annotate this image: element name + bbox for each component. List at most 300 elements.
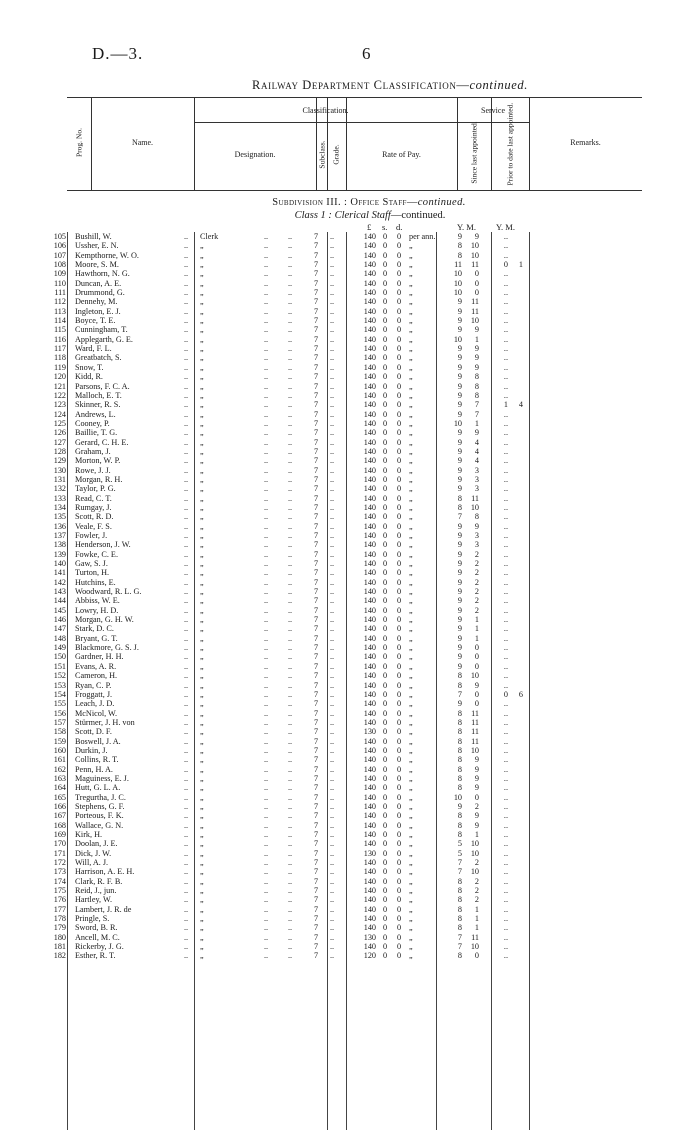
cell-rate-note: „	[409, 727, 413, 737]
cell-leader-dots: ..	[288, 241, 293, 251]
cell-subclass: 7	[313, 260, 319, 270]
cell-designation: „	[200, 764, 204, 774]
cell-prior-years: ..	[503, 521, 508, 531]
cell-leader-dots: ..	[184, 428, 189, 438]
cell-designation: „	[200, 241, 204, 251]
cell-since-months: 11	[471, 717, 479, 727]
cell-since-months: 10	[470, 867, 479, 877]
cell-subclass: 7	[313, 353, 319, 363]
cell-rate-note: „	[409, 297, 413, 307]
cell-leader-dots: ..	[330, 334, 335, 344]
cell-pay-pence: 0	[396, 858, 402, 868]
cell-leader-dots: ..	[184, 278, 189, 288]
cell-name: Turton, H.	[75, 568, 110, 578]
cell-prior-years: ..	[503, 456, 508, 466]
cell-rate-note: „	[409, 250, 413, 260]
cell-name: Hutchins, E.	[75, 577, 116, 587]
cell-leader-dots: ..	[184, 381, 189, 391]
cell-prog-no: 112	[54, 297, 66, 307]
cell-pay-pence: 0	[396, 362, 402, 372]
cell-pay-shillings: 0	[382, 297, 388, 307]
cell-leader-dots: ..	[264, 390, 269, 400]
cell-leader-dots: ..	[264, 372, 269, 382]
cell-rate-note: „	[409, 736, 413, 746]
cell-prog-no: 172	[53, 858, 66, 868]
cell-name: Hutt, G. L. A.	[75, 783, 121, 793]
cell-pay-pence: 0	[396, 792, 402, 802]
cell-since-years: 7	[457, 512, 462, 522]
cell-designation: „	[200, 811, 204, 821]
cell-subclass: 7	[313, 830, 319, 839]
cell-since-years: 9	[457, 390, 462, 400]
cell-subclass: 7	[313, 643, 319, 653]
cell-leader-dots: ..	[184, 372, 189, 382]
cell-subclass: 7	[313, 409, 319, 419]
table-row	[0, 634, 700, 643]
cell-since-months: 4	[474, 446, 479, 456]
cell-since-years: 8	[457, 717, 462, 727]
cell-leader-dots: ..	[330, 717, 335, 727]
cell-leader-dots: ..	[288, 867, 293, 877]
cell-leader-dots: ..	[288, 297, 293, 307]
cell-prog-no: 155	[53, 699, 66, 709]
cell-since-months: 1	[474, 830, 479, 839]
cell-leader-dots: ..	[330, 437, 335, 447]
cell-pay-pounds: 140	[363, 260, 376, 270]
cell-pay-pounds: 140	[363, 708, 376, 718]
cell-prog-no: 128	[53, 446, 66, 456]
cell-since-years: 9	[457, 615, 462, 625]
cell-rate-note: „	[409, 493, 413, 503]
cell-name: Kidd, R.	[75, 372, 103, 382]
cell-pay-pence: 0	[396, 633, 402, 643]
cell-leader-dots: ..	[184, 577, 189, 587]
cell-subclass: 7	[313, 344, 319, 354]
cell-subclass: 7	[313, 325, 319, 335]
cell-designation: „	[200, 353, 204, 363]
cell-subclass: 7	[313, 269, 319, 279]
cell-name: Abbiss, W. E.	[75, 596, 120, 606]
cell-subclass: 7	[313, 792, 319, 802]
cell-pay-pounds: 140	[363, 474, 376, 484]
cell-pay-pence: 0	[396, 680, 402, 690]
cell-pay-pounds: 140	[363, 615, 376, 625]
cell-prior-years: ..	[503, 446, 508, 456]
cell-leader-dots: ..	[264, 446, 269, 456]
cell-pay-pence: 0	[396, 867, 402, 877]
cell-prior-years: ..	[503, 633, 508, 643]
cell-prog-no: 163	[53, 773, 66, 783]
cell-leader-dots: ..	[330, 232, 335, 241]
cell-leader-dots: ..	[330, 773, 335, 783]
cell-designation: „	[200, 605, 204, 615]
cell-since-years: 9	[457, 633, 462, 643]
cell-leader-dots: ..	[264, 362, 269, 372]
cell-pay-shillings: 0	[382, 568, 388, 578]
cell-designation: „	[200, 876, 204, 886]
cell-designation: „	[200, 474, 204, 484]
cell-pay-pounds: 130	[363, 932, 376, 942]
cell-pay-shillings: 0	[382, 596, 388, 606]
cell-prog-no: 134	[53, 502, 66, 512]
cell-since-months: 10	[470, 316, 479, 326]
table-row	[0, 718, 700, 727]
cell-designation: „	[200, 661, 204, 671]
table-row	[0, 344, 700, 353]
cell-pay-pounds: 140	[363, 502, 376, 512]
cell-leader-dots: ..	[288, 848, 293, 858]
cell-prior-years: ..	[503, 801, 508, 811]
cell-name: Will, A. J.	[75, 858, 109, 868]
cell-pay-pence: 0	[396, 549, 402, 559]
cell-subclass: 7	[313, 241, 319, 251]
cell-pay-pounds: 140	[363, 484, 376, 494]
cell-since-years: 5	[457, 839, 462, 849]
cell-prog-no: 182	[53, 951, 66, 961]
cell-designation: „	[200, 306, 204, 316]
cell-leader-dots: ..	[184, 437, 189, 447]
cell-pay-shillings: 0	[382, 755, 388, 765]
cell-pay-pounds: 140	[363, 755, 376, 765]
cell-leader-dots: ..	[288, 755, 293, 765]
cell-rate-note: „	[409, 914, 413, 924]
cell-rate-note: „	[409, 362, 413, 372]
cell-prog-no: 170	[53, 839, 66, 849]
cell-prior-years: ..	[503, 867, 508, 877]
cell-designation: „	[200, 624, 204, 634]
cell-prior-years: ..	[503, 232, 508, 241]
cell-since-years: 9	[457, 624, 462, 634]
table-row	[0, 466, 700, 475]
cell-pay-shillings: 0	[382, 587, 388, 597]
cell-leader-dots: ..	[264, 334, 269, 344]
cell-pay-pence: 0	[396, 923, 402, 933]
cell-prior-months: 4	[518, 400, 523, 410]
cell-subclass: 7	[313, 661, 319, 671]
cell-name: Froggatt, J.	[75, 689, 113, 699]
cell-rate-note: „	[409, 437, 413, 447]
cell-since-months: 2	[474, 895, 479, 905]
cell-rate-note: „	[409, 932, 413, 942]
cell-since-months: 2	[474, 605, 479, 615]
table-row	[0, 793, 700, 802]
cell-rate-note: „	[409, 418, 413, 428]
cell-since-months: 9	[474, 755, 479, 765]
cell-prog-no: 159	[53, 736, 66, 746]
cell-leader-dots: ..	[330, 428, 335, 438]
cell-rate-note: „	[409, 288, 413, 298]
cell-pay-shillings: 0	[382, 671, 388, 681]
cell-pay-pounds: 140	[363, 568, 376, 578]
cell-since-years: 5	[457, 848, 462, 858]
cell-leader-dots: ..	[184, 895, 189, 905]
cell-leader-dots: ..	[288, 773, 293, 783]
cell-since-months: 0	[474, 652, 479, 662]
table-row	[0, 410, 700, 419]
cell-pay-shillings: 0	[382, 334, 388, 344]
cell-since-months: 2	[474, 577, 479, 587]
cell-leader-dots: ..	[264, 325, 269, 335]
cell-subclass: 7	[313, 932, 319, 942]
table-row	[0, 419, 700, 428]
cell-since-years: 9	[457, 652, 462, 662]
cell-prior-years: ..	[503, 549, 508, 559]
cell-leader-dots: ..	[184, 232, 189, 241]
cell-pay-pounds: 140	[363, 418, 376, 428]
cell-pay-pence: 0	[396, 745, 402, 755]
table-row	[0, 867, 700, 876]
cell-rate-note: „	[409, 615, 413, 625]
cell-name: Scott, D. F.	[75, 727, 112, 737]
cell-leader-dots: ..	[288, 661, 293, 671]
cell-pay-pounds: 140	[363, 792, 376, 802]
cell-prog-no: 151	[53, 661, 66, 671]
cell-leader-dots: ..	[330, 886, 335, 896]
cell-prior-years: ..	[503, 540, 508, 550]
col-designation: Designation.	[234, 150, 276, 159]
cell-leader-dots: ..	[330, 783, 335, 793]
cell-pay-pounds: 140	[363, 297, 376, 307]
cell-leader-dots: ..	[330, 531, 335, 540]
cell-prog-no: 106	[53, 241, 66, 251]
cell-prog-no: 181	[53, 942, 66, 952]
table-row	[0, 811, 700, 820]
cell-pay-pence: 0	[396, 755, 402, 765]
cell-leader-dots: ..	[264, 269, 269, 279]
cell-since-months: 8	[474, 372, 479, 382]
cell-leader-dots: ..	[264, 474, 269, 484]
cell-prog-no: 167	[53, 811, 66, 821]
cell-pay-pence: 0	[396, 250, 402, 260]
page-number: 6	[362, 44, 371, 63]
cell-pay-shillings: 0	[382, 848, 388, 858]
cell-rate-note: „	[409, 895, 413, 905]
cell-leader-dots: ..	[330, 409, 335, 419]
cell-name: Lowry, H. D.	[75, 605, 119, 615]
cell-subclass: 7	[313, 297, 319, 307]
cell-name: Doolan, J. E.	[75, 839, 118, 849]
cell-rate-note: „	[409, 344, 413, 354]
cell-prior-years: ..	[503, 624, 508, 634]
cell-leader-dots: ..	[264, 418, 269, 428]
cell-pay-pence: 0	[396, 820, 402, 830]
cell-prior-years: ..	[503, 671, 508, 681]
cell-name: Sword, B. R.	[75, 923, 118, 933]
cell-designation: „	[200, 671, 204, 681]
cell-designation: „	[200, 381, 204, 391]
cell-leader-dots: ..	[288, 456, 293, 466]
cell-leader-dots: ..	[264, 886, 269, 896]
cell-since-years: 8	[457, 820, 462, 830]
cell-prog-no: 162	[53, 764, 66, 774]
cell-pay-shillings: 0	[382, 661, 388, 671]
cell-pay-pounds: 140	[363, 596, 376, 606]
table-row	[0, 456, 700, 465]
cell-rate-note: „	[409, 269, 413, 279]
cell-pay-pence: 0	[396, 465, 402, 475]
cell-designation: „	[200, 839, 204, 849]
table-row	[0, 307, 700, 316]
cell-prog-no: 173	[53, 867, 66, 877]
cell-prior-years: ..	[503, 848, 508, 858]
cell-leader-dots: ..	[264, 297, 269, 307]
cell-pay-shillings: 0	[382, 858, 388, 868]
cell-since-years: 9	[457, 540, 462, 550]
cell-prog-no: 111	[54, 288, 66, 298]
cell-pay-pence: 0	[396, 773, 402, 783]
table-row	[0, 942, 700, 951]
cell-designation: „	[200, 633, 204, 643]
cell-prog-no: 123	[53, 400, 66, 410]
cell-since-years: 9	[457, 400, 462, 410]
cell-leader-dots: ..	[288, 559, 293, 569]
table-header	[67, 97, 642, 191]
cell-since-years: 9	[457, 605, 462, 615]
cell-since-years: 8	[457, 493, 462, 503]
cell-rate-note: „	[409, 792, 413, 802]
cell-prior-years: ..	[503, 783, 508, 793]
cell-leader-dots: ..	[288, 334, 293, 344]
cell-since-years: 8	[457, 671, 462, 681]
cell-leader-dots: ..	[184, 652, 189, 662]
cell-subclass: 7	[313, 484, 319, 494]
cell-prior-years: ..	[503, 932, 508, 942]
cell-rate-note: „	[409, 755, 413, 765]
cell-pay-pounds: 140	[363, 372, 376, 382]
cell-since-years: 9	[457, 306, 462, 316]
cell-prog-no: 152	[53, 671, 66, 681]
cell-leader-dots: ..	[330, 932, 335, 942]
cell-since-years: 9	[457, 699, 462, 709]
cell-since-months: 7	[474, 409, 479, 419]
cell-leader-dots: ..	[184, 830, 189, 839]
cell-prior-years: ..	[503, 344, 508, 354]
cell-name: Porteous, F. K.	[75, 811, 124, 821]
cell-since-years: 8	[457, 951, 462, 961]
cell-rate-note: „	[409, 372, 413, 382]
cell-leader-dots: ..	[264, 278, 269, 288]
cell-name: Gerard, C. H. E.	[75, 437, 129, 447]
cell-pay-pounds: 140	[363, 232, 376, 241]
cell-leader-dots: ..	[330, 577, 335, 587]
cell-prior-years: ..	[503, 484, 508, 494]
cell-leader-dots: ..	[264, 381, 269, 391]
class-staff: Clerical Staff	[334, 210, 391, 221]
cell-prior-years: ..	[503, 736, 508, 746]
unit-pence: d.	[396, 222, 403, 232]
cell-leader-dots: ..	[288, 783, 293, 793]
cell-rate-note: „	[409, 353, 413, 363]
cell-leader-dots: ..	[184, 587, 189, 597]
cell-pay-shillings: 0	[382, 484, 388, 494]
cell-designation: „	[200, 390, 204, 400]
cell-leader-dots: ..	[184, 288, 189, 298]
cell-leader-dots: ..	[288, 689, 293, 699]
cell-prior-years: ..	[503, 727, 508, 737]
table-row	[0, 438, 700, 447]
cell-prior-years: ..	[503, 886, 508, 896]
cell-leader-dots: ..	[288, 493, 293, 503]
cell-leader-dots: ..	[264, 736, 269, 746]
cell-leader-dots: ..	[330, 474, 335, 484]
table-row	[0, 428, 700, 437]
cell-leader-dots: ..	[184, 643, 189, 653]
cell-since-months: 10	[470, 839, 479, 849]
cell-since-years: 9	[457, 801, 462, 811]
cell-leader-dots: ..	[264, 568, 269, 578]
class-continued: —continued.	[390, 210, 446, 221]
cell-leader-dots: ..	[288, 306, 293, 316]
cell-leader-dots: ..	[264, 484, 269, 494]
cell-since-months: 1	[474, 615, 479, 625]
cell-leader-dots: ..	[288, 288, 293, 298]
cell-since-years: 9	[457, 437, 462, 447]
cell-subclass: 7	[313, 942, 319, 952]
cell-prior-years: ..	[503, 661, 508, 671]
cell-leader-dots: ..	[264, 409, 269, 419]
cell-prior-months: 1	[518, 260, 523, 270]
cell-pay-shillings: 0	[382, 876, 388, 886]
cell-pay-shillings: 0	[382, 278, 388, 288]
cell-since-months: 0	[474, 792, 479, 802]
table-row	[0, 512, 700, 521]
cell-leader-dots: ..	[330, 549, 335, 559]
table-row	[0, 923, 700, 932]
table-row	[0, 391, 700, 400]
cell-leader-dots: ..	[330, 493, 335, 503]
table-row	[0, 241, 700, 250]
cell-designation: „	[200, 437, 204, 447]
cell-prog-no: 144	[53, 596, 66, 606]
cell-subclass: 7	[313, 502, 319, 512]
cell-designation: „	[200, 951, 204, 961]
table-row	[0, 914, 700, 923]
cell-pay-shillings: 0	[382, 932, 388, 942]
cell-prog-no: 156	[53, 708, 66, 718]
cell-subclass: 7	[313, 895, 319, 905]
cell-prog-no: 161	[53, 755, 66, 765]
cell-leader-dots: ..	[184, 820, 189, 830]
cell-prog-no: 136	[53, 521, 66, 531]
cell-leader-dots: ..	[264, 549, 269, 559]
cell-pay-pounds: 140	[363, 783, 376, 793]
cell-leader-dots: ..	[184, 633, 189, 643]
cell-designation: „	[200, 269, 204, 279]
cell-pay-pounds: 140	[363, 306, 376, 316]
cell-leader-dots: ..	[330, 353, 335, 363]
cell-leader-dots: ..	[264, 260, 269, 270]
cell-pay-pounds: 140	[363, 456, 376, 466]
cell-leader-dots: ..	[288, 269, 293, 279]
cell-designation: „	[200, 643, 204, 653]
cell-since-months: 9	[474, 811, 479, 821]
cell-leader-dots: ..	[264, 764, 269, 774]
cell-leader-dots: ..	[288, 465, 293, 475]
cell-prog-no: 176	[53, 895, 66, 905]
cell-prog-no: 169	[53, 830, 66, 839]
cell-leader-dots: ..	[288, 362, 293, 372]
cell-since-months: 7	[474, 400, 479, 410]
cell-name: Morton, W. P.	[75, 456, 121, 466]
cell-prior-years: ..	[503, 708, 508, 718]
cell-designation: „	[200, 260, 204, 270]
cell-leader-dots: ..	[330, 708, 335, 718]
cell-since-months: 2	[474, 886, 479, 896]
cell-pay-pence: 0	[396, 652, 402, 662]
cell-leader-dots: ..	[288, 801, 293, 811]
cell-leader-dots: ..	[184, 512, 189, 522]
cell-since-months: 9	[474, 783, 479, 793]
